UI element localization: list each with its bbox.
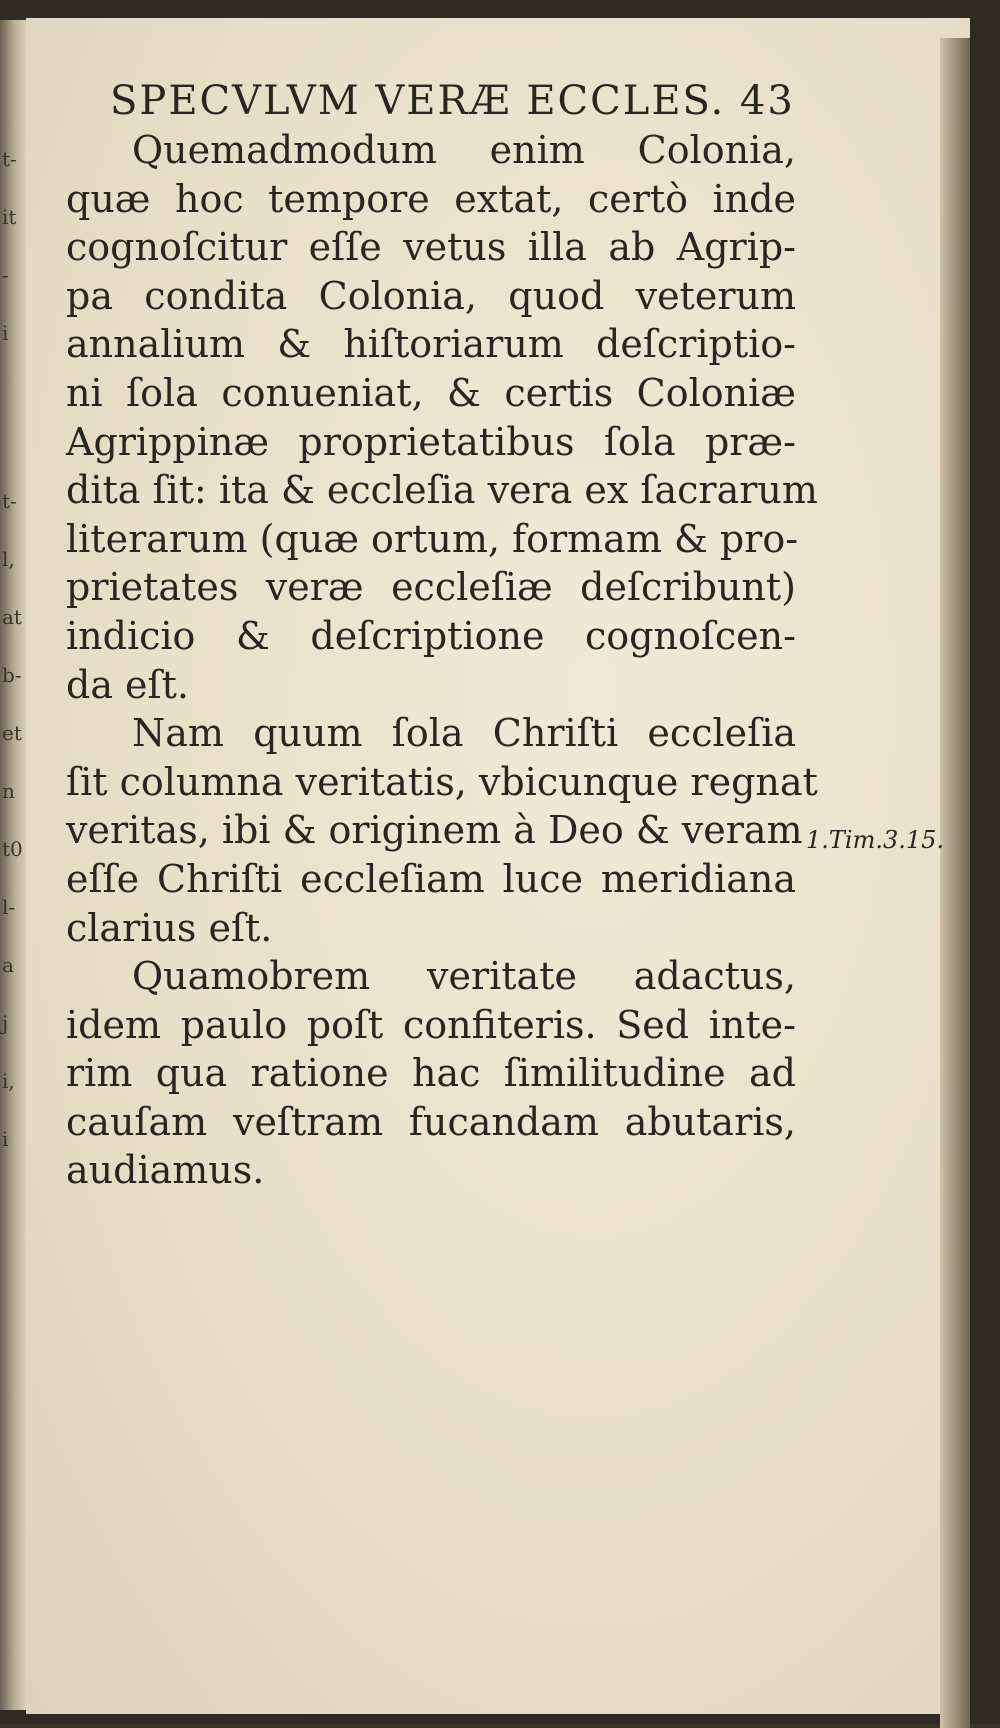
fragment: t0 (2, 837, 23, 861)
fragment: i (2, 321, 9, 345)
text-line: cauſam veſtram fucandam abutaris, (66, 1099, 796, 1144)
facing-page-fragments (2, 130, 23, 1168)
text-line: idem paulo poſt confiteris. Sed inte- (66, 1002, 796, 1047)
marginal-reference: 1.Tim.3.15. (806, 826, 945, 854)
text-line: literarum (quæ ortum, formam & pro- (66, 516, 799, 561)
text-line: ſit columna veritatis, vbicunque regnat (66, 759, 818, 804)
text-line: cognoſcitur eſſe vetus illa ab Agrip- (66, 225, 796, 270)
text-line: ni ſola conueniat, & certis Coloniæ (66, 370, 796, 415)
paragraph (66, 952, 796, 1195)
fragment: at (2, 605, 22, 629)
text-line: rim qua ratione hac ſimilitudine ad (66, 1051, 796, 1096)
paragraph (66, 709, 818, 952)
text-line: Quemadmodum enim Colonia, (132, 128, 796, 172)
fragment: i, (2, 1069, 15, 1093)
page-fore-edge (940, 38, 970, 1728)
fragment: n (2, 779, 15, 803)
body-text (66, 126, 818, 1195)
text-line: audiamus. (66, 1148, 265, 1193)
fragment: i (2, 1127, 9, 1151)
fragment: it (2, 205, 17, 229)
running-header: SPECVLVM VERÆ ECCLES. 43 (110, 78, 795, 124)
fragment: a (2, 953, 14, 977)
fragment: t- (2, 489, 17, 513)
text-line: da eſt. (66, 662, 189, 707)
text-line: Quamobrem veritate adactus, (132, 954, 796, 999)
fragment: et (2, 721, 22, 745)
text-line: prietates veræ eccleſiæ deſcribunt) (66, 565, 796, 610)
fragment: l- (2, 895, 16, 919)
text-line: Agrippinæ proprietatibus ſola præ- (66, 419, 796, 464)
text-line: eſſe Chriſti eccleſiam luce meridiana (66, 856, 796, 901)
paragraph (66, 126, 818, 709)
text-line: annalium & hiſtoriarum deſcriptio- (66, 322, 796, 367)
text-line: indicio & deſcriptione cognoſcen- (66, 613, 796, 658)
text-line: veritas, ibi & originem à Deo & veram (66, 808, 803, 853)
fragment: l, (2, 547, 15, 571)
fragment: j (2, 1011, 9, 1035)
fragment: b- (2, 663, 22, 687)
text-line: quæ hoc tempore extat, certò inde (66, 176, 796, 221)
text-line: clarius eſt. (66, 905, 273, 950)
text-line: Nam quum ſola Chriſti eccleſia (132, 711, 796, 756)
fragment: t- (2, 147, 17, 171)
text-line: pa condita Colonia, quod veterum (66, 273, 796, 318)
fragment: - (2, 263, 9, 287)
text-line: dita ſit: ita & eccleſia vera ex ſacrarum (66, 468, 818, 513)
